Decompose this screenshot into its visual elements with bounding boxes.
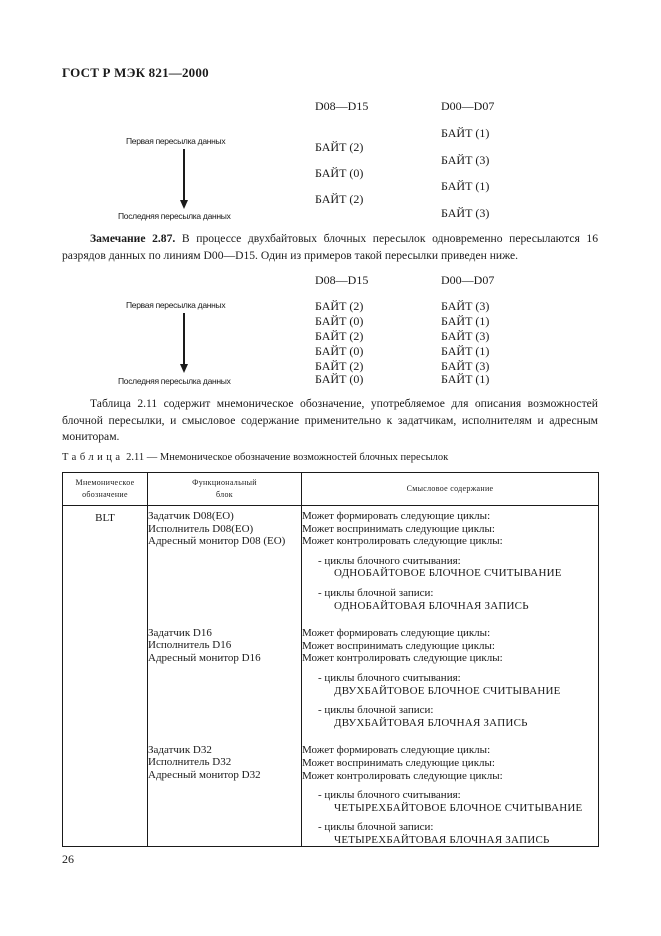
meaning-group [302, 744, 598, 846]
read-cycles-label: - циклы блочного считывания: [318, 671, 461, 684]
table-row [63, 506, 599, 847]
byte-cell: БАЙТ (2) [315, 359, 364, 373]
arrow-down-icon [180, 364, 188, 373]
byte-cell: БАЙТ (2) [315, 192, 364, 206]
block-item: Исполнитель D16 [148, 639, 232, 652]
note-paragraph [62, 231, 598, 264]
byte-cell: БАЙТ (0) [315, 314, 364, 328]
block-item: Исполнитель D32 [148, 756, 232, 769]
byte-cell: БАЙТ (0) [315, 166, 364, 180]
header-meaning: Смысловое содержание [302, 473, 599, 506]
page-number: 26 [62, 852, 74, 866]
meaning-line: Может воспринимать следующие циклы: [302, 756, 495, 769]
read-cycles-label: - циклы блочного считывания: [318, 554, 461, 567]
transfer-arrow-line [183, 149, 185, 201]
block-item: Задатчик D32 [148, 743, 212, 756]
write-cycle-name: ЧЕТЫРЕХБАЙТОВАЯ БЛОЧНАЯ ЗАПИСЬ [334, 833, 550, 846]
column-header-high: D08—D15 [315, 273, 369, 287]
byte-cell: БАЙТ (2) [315, 140, 364, 154]
meaning-cell [302, 506, 599, 847]
byte-cell: БАЙТ (1) [441, 126, 490, 140]
block-item: Адресный монитор D32 [148, 768, 261, 781]
mnemonic-cell [63, 506, 148, 847]
block-item: Задатчик D16 [148, 626, 212, 639]
write-cycles-label: - циклы блочной записи: [318, 586, 434, 599]
header-mnemonic: Мнемоническое обозначение [63, 473, 148, 506]
table-caption [62, 452, 448, 463]
block-cell [148, 506, 302, 847]
blt-capabilities-table [62, 472, 599, 847]
meaning-line: Может контролировать следующие циклы: [302, 652, 503, 665]
byte-cell: БАЙТ (3) [441, 153, 490, 167]
byte-cell: БАЙТ (1) [441, 344, 490, 358]
read-cycles-label: - циклы блочного считывания: [318, 789, 461, 802]
block-group [148, 627, 301, 665]
byte-cell: БАЙТ (3) [441, 329, 490, 343]
byte-cell: БАЙТ (1) [441, 314, 490, 328]
write-cycles-label: - циклы блочной записи: [318, 704, 434, 717]
document-header: ГОСТ Р МЭК 821—2000 [62, 65, 209, 80]
byte-cell: БАЙТ (3) [441, 206, 490, 220]
table-caption-prefix: Таблица [62, 452, 124, 463]
meaning-line: Может формировать следующие циклы: [302, 510, 491, 522]
block-item: Адресный монитор D08 (EO) [148, 535, 286, 548]
column-header-high: D08—D15 [315, 99, 369, 113]
read-cycle-name: ДВУХБАЙТОВОЕ БЛОЧНОЕ СЧИТЫВАНИЕ [334, 684, 561, 697]
byte-cell: БАЙТ (1) [441, 179, 490, 193]
note-title: Замечание 2.87. [90, 232, 176, 245]
first-transfer-label: Первая пересылка данных [126, 300, 226, 310]
meaning-line: Может контролировать следующие циклы: [302, 769, 503, 782]
write-cycle-name: ДВУХБАЙТОВАЯ БЛОЧНАЯ ЗАПИСЬ [334, 716, 528, 729]
block-group [148, 744, 301, 782]
byte-cell: БАЙТ (0) [315, 372, 364, 386]
table-intro-paragraph: Таблица 2.11 содержит мнемоническое обозначение, употребляемое для описания возможностей блочной пересылки, и смысловое содержание применительно к задатчикам, исполнителям и адресным мониторам. [62, 397, 598, 443]
last-transfer-label: Последняя пересылка данных [118, 376, 231, 386]
column-header-low: D00—D07 [441, 99, 495, 113]
meaning-group [302, 510, 598, 612]
block-item: Исполнитель D08(EO) [148, 522, 254, 535]
arrow-down-icon [180, 200, 188, 209]
meaning-line: Может воспринимать следующие циклы: [302, 522, 495, 535]
table-caption-text: 2.11 — Мнемоническое обозначение возможностей блочных пересылок [126, 452, 449, 463]
last-transfer-label: Последняя пересылка данных [118, 211, 231, 221]
meaning-line: Может формировать следующие циклы: [302, 627, 491, 640]
meaning-line: Может формировать следующие циклы: [302, 744, 491, 757]
block-item: Задатчик D08(EO) [148, 510, 234, 522]
table-header-row [63, 473, 599, 506]
byte-cell: БАЙТ (3) [441, 299, 490, 313]
column-header-low: D00—D07 [441, 273, 495, 287]
first-transfer-label: Первая пересылка данных [126, 136, 226, 146]
byte-cell: БАЙТ (1) [441, 372, 490, 386]
write-cycles-label: - циклы блочной записи: [318, 821, 434, 834]
read-cycle-name: ЧЕТЫРЕХБАЙТОВОЕ БЛОЧНОЕ СЧИТЫВАНИЕ [334, 801, 583, 814]
byte-cell: БАЙТ (2) [315, 299, 364, 313]
mnemonic-value: BLT [95, 512, 115, 524]
block-group [148, 510, 301, 548]
meaning-line: Может воспринимать следующие циклы: [302, 639, 495, 652]
header-block: Функциональный блок [148, 473, 302, 506]
transfer-arrow-line [183, 313, 185, 365]
block-item: Адресный монитор D16 [148, 651, 261, 664]
byte-cell: БАЙТ (0) [315, 344, 364, 358]
meaning-line: Может контролировать следующие циклы: [302, 535, 503, 548]
read-cycle-name: ОДНОБАЙТОВОЕ БЛОЧНОЕ СЧИТЫВАНИЕ [334, 567, 562, 580]
byte-cell: БАЙТ (2) [315, 329, 364, 343]
note-text: В процессе двухбайтовых блочных пересылок одновременно пересылаются 16 разрядов данных по линиям D00—D15. Один из примеров такой пересылки приведен ниже. [62, 232, 598, 262]
byte-cell: БАЙТ (3) [441, 359, 490, 373]
write-cycle-name: ОДНОБАЙТОВАЯ БЛОЧНАЯ ЗАПИСЬ [334, 599, 529, 612]
meaning-group [302, 627, 598, 729]
